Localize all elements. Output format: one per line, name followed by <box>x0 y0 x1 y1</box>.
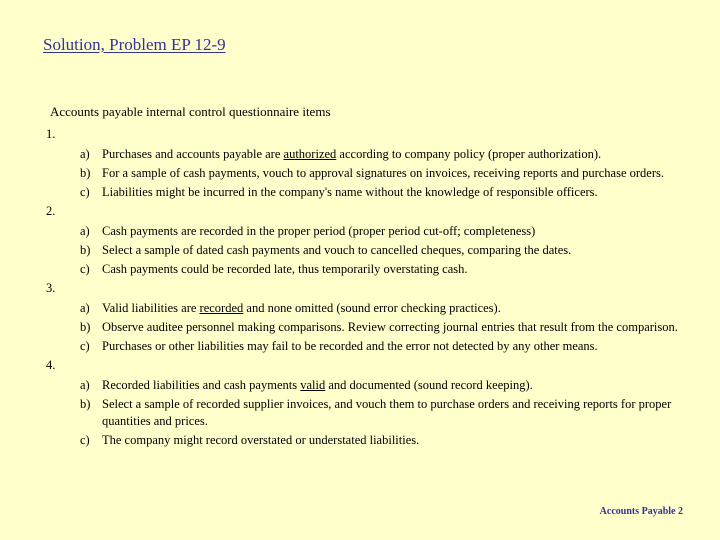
sub-item <box>80 432 686 449</box>
sub-item-letter: b) <box>80 320 91 334</box>
sub-item <box>80 319 686 336</box>
sub-item-text-part: Recorded liabilities and cash payments <box>102 378 301 392</box>
sub-item-letter: c) <box>80 339 90 353</box>
sub-item-text: Liabilities might be incurred in the company's name without the knowledge of responsible officers. <box>102 185 598 199</box>
page-subtitle: Accounts payable internal control questionnaire items <box>50 104 331 119</box>
item-number: 3. <box>46 281 56 295</box>
question-item <box>46 203 686 278</box>
sub-item-text-part: and documented (sound record keeping). <box>325 378 533 392</box>
sub-item <box>80 165 686 182</box>
sub-item-letter: a) <box>80 301 90 315</box>
sub-item-letter: a) <box>80 224 90 238</box>
sub-item <box>80 261 686 278</box>
sub-item-text <box>102 146 686 163</box>
sub-item-letter: b) <box>80 397 91 411</box>
sub-item <box>80 184 686 201</box>
sub-item-text: Purchases or other liabilities may fail to be recorded and the error not detected by any other means. <box>102 339 598 353</box>
emphasized-word: authorized <box>283 147 337 161</box>
item-number: 2. <box>46 204 56 218</box>
sub-item-text <box>102 300 686 317</box>
sub-item-text-part: according to company policy (proper authorization). <box>336 147 602 161</box>
sub-item-letter: a) <box>80 147 90 161</box>
sub-item-text: Observe auditee personnel making comparisons. Review correcting journal entries that result from the comparison. <box>102 320 678 334</box>
sub-item-text-part: and none omitted (sound error checking practices). <box>243 301 501 315</box>
sub-item-text: Select a sample of recorded supplier invoices, and vouch them to purchase orders and receiving reports for proper quantities and prices. <box>102 397 672 428</box>
item-number: 1. <box>46 127 56 141</box>
sub-item-text: Cash payments are recorded in the proper period (proper period cut-off; completeness) <box>102 224 536 238</box>
emphasized-word: recorded <box>199 301 244 315</box>
sub-item <box>80 223 686 240</box>
sub-item-text <box>102 377 686 394</box>
sub-item <box>80 338 686 355</box>
slide-footer: Accounts Payable 2 <box>599 506 683 517</box>
sub-item-text-part: Purchases and accounts payable are <box>102 147 284 161</box>
questionnaire-list <box>46 126 686 451</box>
sub-item <box>80 300 686 317</box>
sub-item-letter: c) <box>80 185 90 199</box>
sub-item-letter: b) <box>80 166 91 180</box>
question-item <box>46 126 686 201</box>
sub-item-letter: c) <box>80 433 90 447</box>
item-number: 4. <box>46 358 56 372</box>
emphasized-word: valid <box>300 378 326 392</box>
sub-item <box>80 396 686 430</box>
sub-item <box>80 377 686 394</box>
sub-item <box>80 242 686 259</box>
sub-item-letter: a) <box>80 378 90 392</box>
page-title: Solution, Problem EP 12-9 <box>43 35 226 54</box>
sub-item-text: Select a sample of dated cash payments and vouch to cancelled cheques, comparing the dates. <box>102 243 572 257</box>
sub-item-text: Cash payments could be recorded late, thus temporarily overstating cash. <box>102 262 468 276</box>
sub-item-letter: c) <box>80 262 90 276</box>
question-item <box>46 280 686 355</box>
sub-item-letter: b) <box>80 243 91 257</box>
sub-item <box>80 146 686 163</box>
sub-item-text: The company might record overstated or understated liabilities. <box>102 433 420 447</box>
sub-item-text-part: Valid liabilities are <box>102 301 200 315</box>
sub-item-text: For a sample of cash payments, vouch to approval signatures on invoices, receiving reports and purchase orders. <box>102 166 664 180</box>
question-item <box>46 357 686 449</box>
